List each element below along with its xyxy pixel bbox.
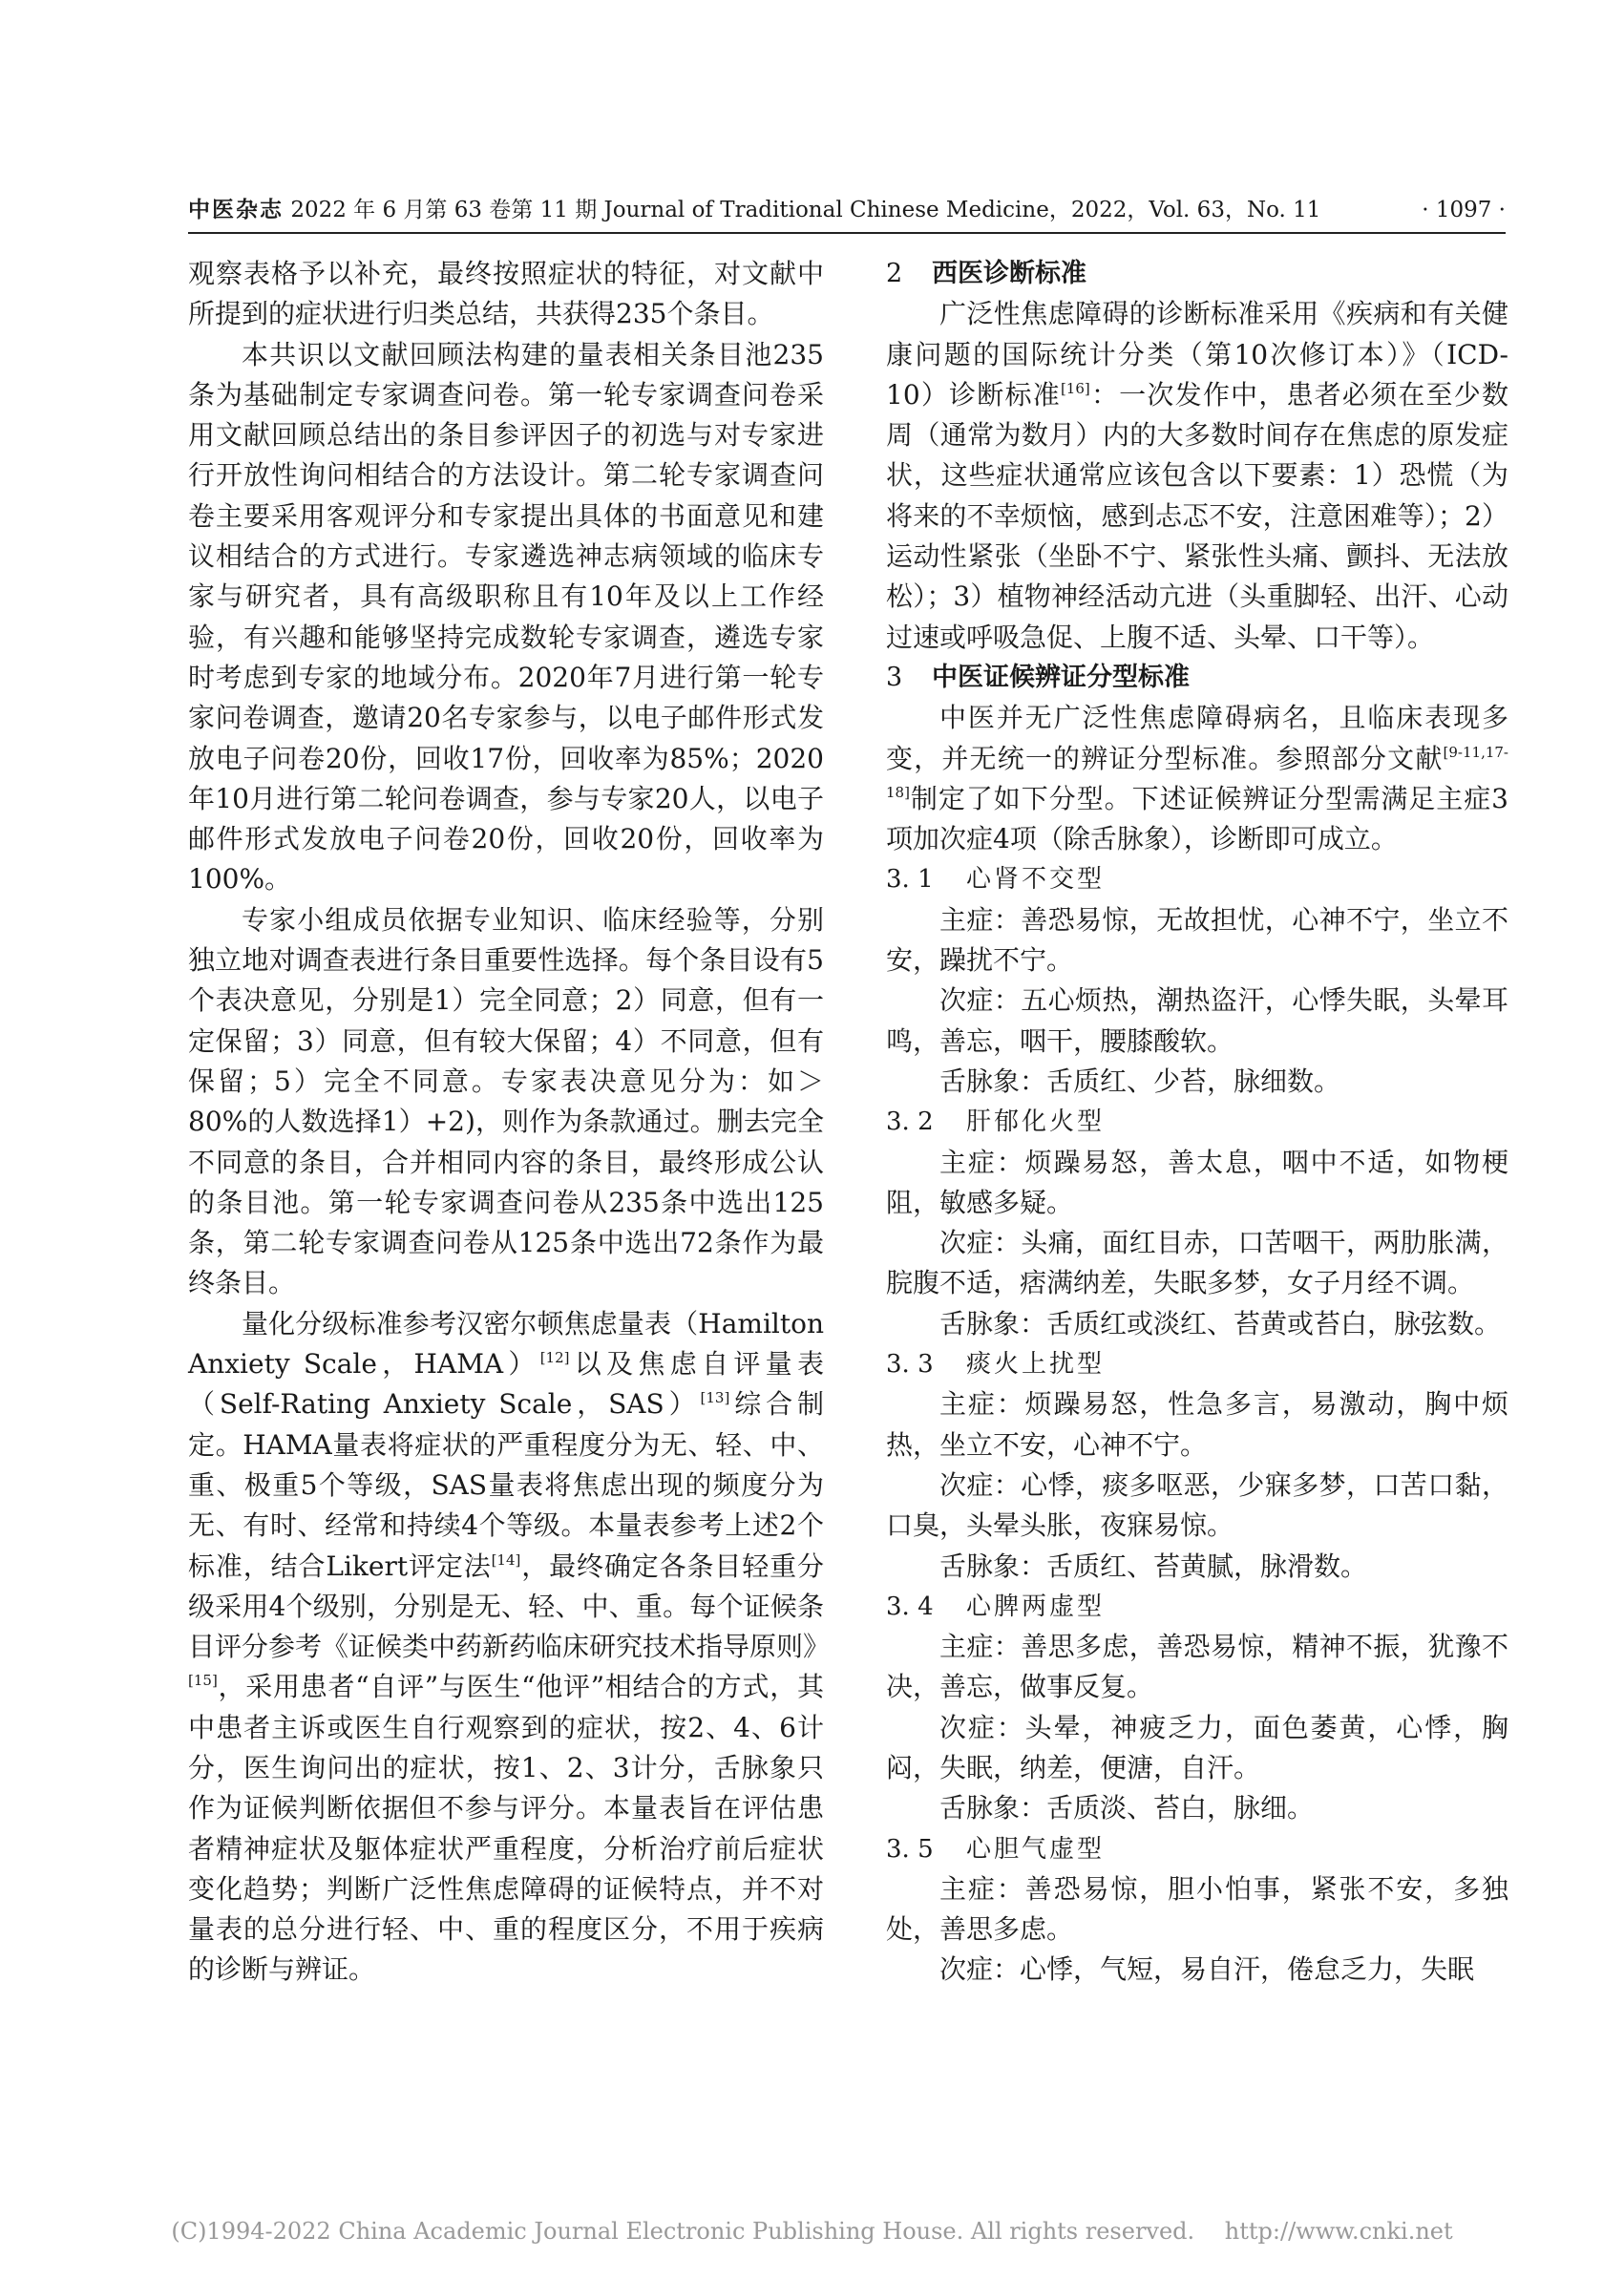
subsection-heading (886, 1829, 1508, 1869)
subsection-number: 3. 2 (886, 1107, 934, 1137)
text-run: ：一次发作中，患者必须在至少数周（通常为数月）内的大多数时间存在焦虑的原发症状，这些症状通常应该包含以下要素：1）恐慌（为将来的不幸烦恼，感到忐忑不安，注意困难等）；2）运动性紧张（坐卧不宁、紧张性头痛、颤抖、无法放松）；3）植物神经活动亢进（头重脚轻、出汗、心动过速或呼吸急促、上腹不适、头晕、口干等）。 (886, 378, 1508, 653)
citation: [12] (539, 1349, 570, 1367)
text-run: 制定了如下分型。下述证候辨证分型需满足主症3项加次症4项（除舌脉象），诊断即可成立。 (886, 782, 1508, 855)
paragraph: 次症：头晕，神疲乏力，面色萎黄，心悸，胸闷，失眠，纳差，便溏，自汗。 (886, 1711, 1508, 1783)
header-rule (188, 232, 1506, 234)
section-title: 西医诊断标准 (932, 259, 1086, 288)
paragraph: 本共识以文献回顾法构建的量表相关条目池235条为基础制定专家调查问卷。第一轮专家调查问卷采用文献回顾总结出的条目参评因子的初选与对专家进行开放性询问相结合的方法设计。第二轮专家调查问卷主要采用客观评分和专家提出具体的书面意见和建议相结合的方式进行。专家遴选神志病领域的临床专家与研究者，具有高级职称且有10年及以上工作经验，有兴趣和能够坚持完成数轮专家调查，遴选专家时考虑到专家的地域分布。2020年7月进行第一轮专家问卷调查，邀请20名专家参与，以电子邮件形式发放电子问卷20份，回收17份，回收率为85%；2020年10月进行第二轮问卷调查，参与专家20人，以电子邮件形式发放电子问卷20份，回收20份，回收率为100%。 (188, 338, 824, 896)
subsection-heading (886, 859, 1508, 899)
right-column (886, 254, 1508, 1991)
citation: [9-11,17-18] (886, 743, 1508, 801)
subsection-number: 3. 1 (886, 865, 934, 895)
copyright-footer: (C)1994-2022 China Academic Journal Electronic Publishing House. All rights reserved. http://www.cnki.net (171, 2218, 1453, 2245)
text-run: 以及焦虑自评量表（Self-Rating Anxiety Scale，SAS） (188, 1348, 824, 1421)
paragraph: 主症：善恐易惊，无故担忧，心神不宁，坐立不安，躁扰不宁。 (886, 903, 1508, 977)
page-number: · 1097 · (1422, 198, 1506, 222)
citation: [15] (188, 1672, 218, 1690)
text-run: ，采用患者“自评”与医生“他评”相结合的方式，其中患者主诉或医生自行观察到的症状，按2、4、6计分，医生询问出的症状，按1、2、3计分，舌脉象只作为证候判断依据但不参与评分。本量表旨在评估患者精神症状及躯体症状严重程度，分析治疗前后症状变化趋势；判断广泛性焦虑障碍的证候特点，并不对量表的总分进行轻、中、重的程度区分，不用于疾病的诊断与辨证。 (188, 1671, 824, 1986)
left-column (188, 254, 831, 1991)
paragraph: 舌脉象：舌质红或淡红、苔黄或苔白，脉弦数。 (939, 1307, 1502, 1339)
subsection-heading (886, 1344, 1508, 1384)
section-heading (886, 254, 1508, 294)
subsection-title: 心肾不交型 (966, 865, 1106, 895)
text-run: 广泛性焦虑障碍的诊断标准采用《疾病和有关健康问题的国际统计分类（第10次修订本）》（ICD-10）诊断标准 (886, 298, 1508, 411)
text-run: 中医并无广泛性焦虑障碍病名，且临床表现多变，并无统一的辨证分型标准。参照部分文献 (886, 702, 1508, 774)
citation: [13] (700, 1389, 730, 1407)
citation: [14] (491, 1550, 521, 1569)
paragraph: 主症：善思多虑，善恐易惊，精神不振，犹豫不决，善忘，做事反复。 (886, 1631, 1508, 1703)
paragraph: 舌脉象：舌质淡、苔白，脉细。 (939, 1792, 1315, 1825)
section-title: 中医证候辨证分型标准 (932, 662, 1190, 692)
paragraph: 舌脉象：舌质红、苔黄腻，脉滑数。 (939, 1550, 1368, 1582)
paragraph (188, 1304, 831, 1991)
paragraph: 次症：心悸，痰多呕恶，少寐多梦，口苦口黏，口臭，头晕头胀，夜寐易惊。 (886, 1468, 1508, 1542)
subsection-title: 肝郁化火型 (966, 1107, 1106, 1137)
paragraph: 主症：烦躁易怒，善太息，咽中不适，如物梗阻，敏感多疑。 (886, 1146, 1508, 1218)
paragraph: 观察表格予以补充，最终按照症状的特征，对文献中所提到的症状进行归类总结，共获得235个条目。 (188, 258, 824, 330)
text-run: ，最终确定各条目轻重分级采用4个级别，分别是无、轻、中、重。每个证候条目评分参考《证候类中药新药临床研究技术指导原则》 (188, 1550, 831, 1663)
paragraph: 次症：五心烦热，潮热盗汗，心悸失眠，头晕耳鸣，善忘，咽干，腰膝酸软。 (886, 984, 1508, 1057)
paragraph: 次症：心悸，气短，易自汗，倦怠乏力，失眠 (939, 1953, 1475, 1986)
paragraph: 主症：善恐易惊，胆小怕事，紧张不安，多独处，善思多虑。 (886, 1872, 1508, 1946)
journal-name: 中医杂志 (188, 197, 284, 222)
section-heading (886, 658, 1508, 698)
paragraph: 主症：烦躁易怒，性急多言，易激动，胸中烦热，坐立不安，心神不宁。 (886, 1388, 1508, 1461)
subsection-number: 3. 4 (886, 1592, 934, 1621)
subsection-heading (886, 1587, 1508, 1627)
subsection-number: 3. 3 (886, 1350, 934, 1380)
paragraph: 专家小组成员依据专业知识、临床经验等，分别独立地对调查表进行条目重要性选择。每个条目设有5个表决意见，分别是1）完全同意；2）同意，但有一定保留；3）同意，但有较大保留；4）不同意，但有保留；5）完全不同意。专家表决意见分为：如＞80%的人数选择1）+2)，则作为条款通过。删去完全不同意的条目，合并相同内容的条目，最终形成公认的条目池。第一轮专家调查问卷从235条中选出125条，第二轮专家调查问卷从125条中选出72条作为最终条目。 (188, 903, 824, 1299)
issue-info: 2022 年 6 月第 63 卷第 11 期 Journal of Traditional Chinese Medicine，2022，Vol. 63，No. 11 (290, 198, 1321, 222)
subsection-heading (886, 1102, 1508, 1142)
subsection-title: 心脾两虚型 (966, 1592, 1106, 1621)
section-number: 2 (886, 259, 903, 288)
paragraph: 舌脉象：舌质红、少苔，脉细数。 (939, 1065, 1341, 1097)
subsection-title: 心胆气虚型 (966, 1834, 1106, 1864)
paragraph (886, 698, 1508, 859)
text-run: 量化分级标准参考汉密尔顿焦虑量表（Hamilton Anxiety Scale，HAMA） (188, 1307, 824, 1381)
subsection-title: 痰火上扰型 (966, 1350, 1106, 1380)
text-run: 综合制定。HAMA量表将症状的严重程度分为无、轻、中、重、极重5个等级，SAS量表将焦虑出现的频度分为无、有时、经常和持续4个等级。本量表参考上述2个标准，结合Likert评定法 (188, 1388, 824, 1582)
running-header (188, 196, 1506, 224)
paragraph (886, 294, 1508, 658)
paragraph: 次症：头痛，面红目赤，口苦咽干，两肋胀满，脘腹不适，痞满纳差，失眠多梦，女子月经不调。 (886, 1227, 1508, 1299)
subsection-number: 3. 5 (886, 1834, 934, 1864)
section-number: 3 (886, 662, 903, 692)
citation: [16] (1060, 379, 1090, 397)
